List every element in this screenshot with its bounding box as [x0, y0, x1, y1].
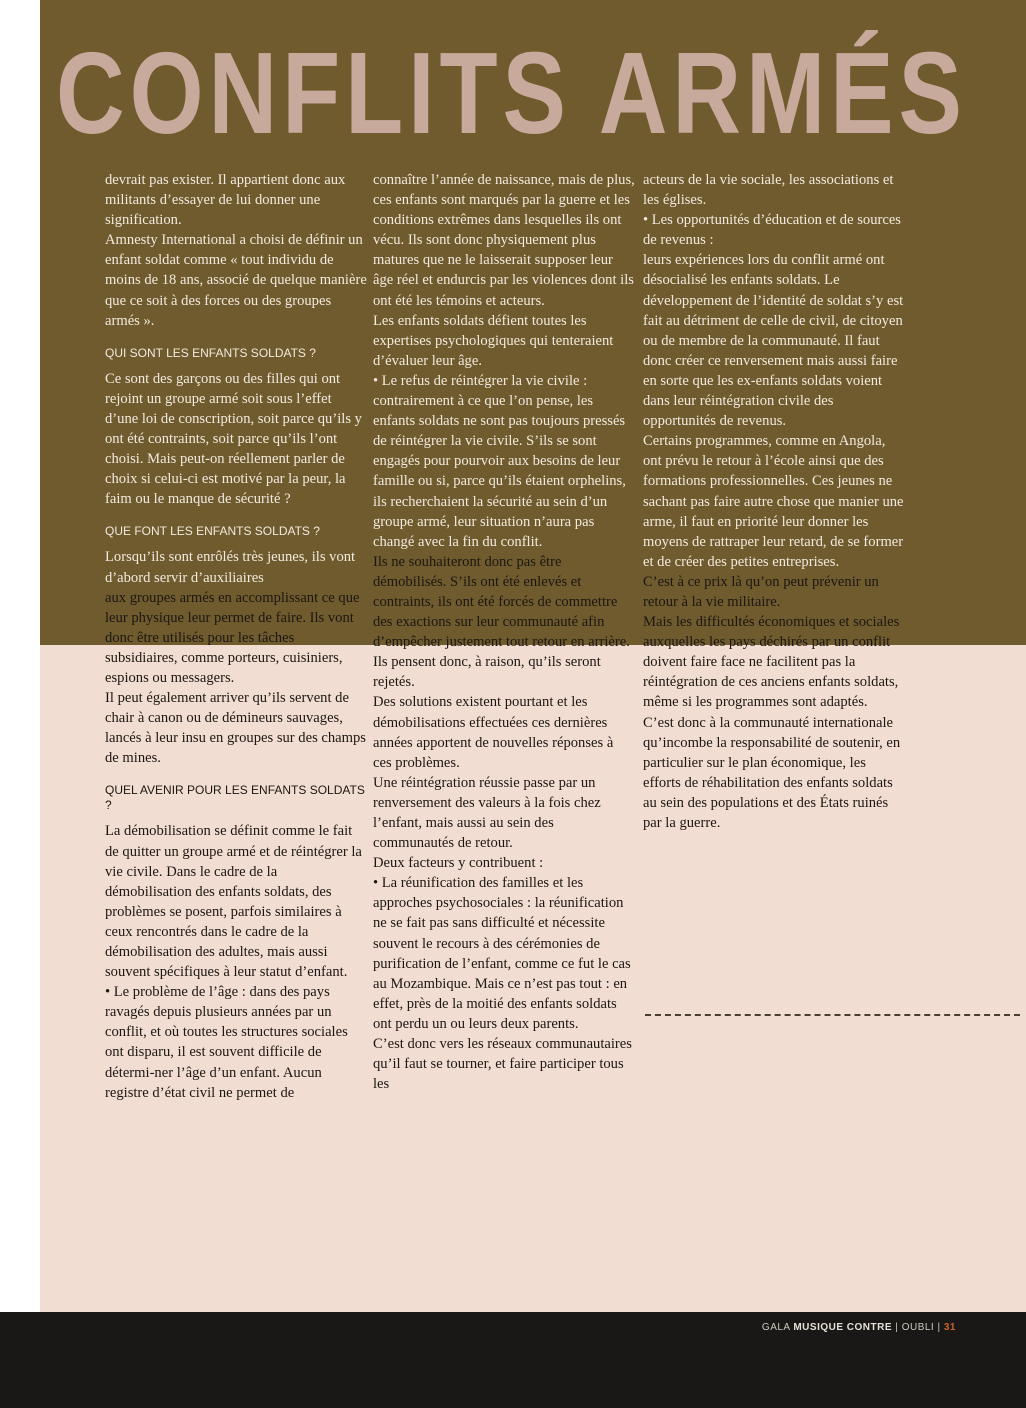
paragraph: aux groupes armés en accomplissant ce que leur physique leur permet de faire. Ils vont donc être utilisés pour les tâches subsidiaires, comme porteurs, cuisiniers, espions ou messagers.: [105, 589, 360, 686]
section-heading: QUEL AVENIR POUR LES ENFANTS SOLDATS ?: [105, 783, 365, 813]
article-column-3: [643, 170, 905, 833]
paragraph: C’est donc à la communauté internationale qu’incombe la responsabilité de soutenir, en particulier sur le plan économique, les efforts de réhabilitation des enfants soldats au sein des populations et des États ruinés par la guerre.: [643, 714, 901, 831]
paragraph: Ils pensent donc, à raison, qu’ils seront rejetés.: [373, 654, 601, 691]
folio-separator: |: [895, 1322, 899, 1333]
section-heading: QUI SONT LES ENFANTS SOLDATS ?: [105, 345, 316, 360]
paragraph: Amnesty International a choisi de définir un enfant soldat comme « tout individu de moins de 18 ans, associé de quelque manière que ce soit à des forces ou des groupes armés ».: [105, 232, 367, 329]
article-column-1: [105, 170, 367, 1103]
folio: [762, 1322, 956, 1333]
paragraph: Des solutions existent pourtant et les démobilisations effectuées ces dernières années apportent de nouvelles réponses à ces problèmes.: [373, 694, 614, 771]
page-number: 31: [943, 1322, 956, 1333]
paragraph: Deux facteurs y contribuent :: [373, 855, 544, 872]
folio-title: MUSIQUE CONTRE: [793, 1322, 893, 1333]
paragraph: Une réintégration réussie passe par un renversement des valeurs à la fois chez l’enfant, mais aussi au sein des communautés de retour.: [373, 774, 601, 852]
dashed-divider: [645, 1014, 1020, 1016]
page-title: CONFLITS ARMÉS: [56, 28, 967, 158]
paragraph: devrait pas exister. Il appartient donc aux militants d’essayer de lui donner une signification.: [105, 172, 346, 229]
folio-brand: GALA: [761, 1322, 791, 1333]
paragraph: connaître l’année de naissance, mais de plus, ces enfants sont marqués par la guerre et les conditions extrêmes dans lesquelles ils ont vécu. Ils sont donc physiquement plus matures que ne le laisserait supposer leur âge réel et endurcis par les violences dont ils ont été les témoins et acteurs.: [373, 172, 635, 309]
paragraph: Ils ne souhaiteront donc pas être démobilisés. S’ils ont été enlevés et contraints, ils ont été forcés de commettre des exactions sur leur communauté afin d’empêcher justement tout retour en arrière.: [373, 553, 630, 651]
paragraph: Lorsqu’ils sont enrôlés très jeunes, ils vont d’abord servir d’auxiliaires: [105, 549, 356, 586]
paragraph: Certains programmes, comme en Angola, ont prévu le retour à l’école ainsi que des formations professionnelles. Ces jeunes ne sachant pas faire autre chose que manier une arme, il faut en priorité leur donner les moyens de rattraper leur retard, de se former et de créer des petites entreprises.: [643, 433, 904, 570]
paragraph: C’est donc vers les réseaux communautaires qu’il faut se tourner, et faire participer tous les: [373, 1036, 632, 1093]
paragraph: • Le refus de réintégrer la vie civile : contrairement à ce que l’on pense, les enfants soldats ne sont pas toujours pressés de réintégrer la vie civile. S’ils se sont engagés pour pourvoir aux besoins de leur famille ou si, parce qu’ils étaient orphelins, ils recherchaient la sécurité au sein d’un groupe armé, leur situation n’aura pas changé avec la fin du conflit.: [373, 372, 626, 550]
paragraph: • La réunification des familles et les approches psychosociales : la réunification ne se fait pas sans difficulté et nécessite souvent le recours à des cérémonies de purification de l’enfant, comme ce fut le cas au Mozambique. Mais ce n’est pas tout : en effet, près de la moitié des enfants soldats ont perdu un ou leurs deux parents.: [373, 875, 631, 1032]
folio-separator: |: [937, 1322, 941, 1333]
paragraph: acteurs de la vie sociale, les associations et les églises.: [643, 172, 894, 209]
paragraph: Les enfants soldats défient toutes les expertises psychologiques qui tenteraient d’évaluer leur âge.: [373, 312, 614, 369]
section-heading: QUE FONT LES ENFANTS SOLDATS ?: [105, 524, 320, 539]
paragraph: • Les opportunités d’éducation et de sources de revenus :: [643, 212, 901, 249]
paragraph: Il peut également arriver qu’ils servent de chair à canon ou de démineurs sauvages, lancés à leur insu en groupes sur des champs de mines.: [105, 690, 366, 767]
paragraph: leurs expériences lors du conflit armé ont désocialisé les enfants soldats. Le développement de l’identité de soldat s’y est fait au détriment de celle de civil, de citoyen ou de membre de la communauté. Il faut donc créer ce renversement mais aussi faire en sorte que les ex-enfants soldats voient dans leur réintégration civile des opportunités de revenus.: [643, 252, 904, 430]
folio-word: OUBLI: [901, 1322, 935, 1333]
paragraph: Ce sont des garçons ou des filles qui ont rejoint un groupe armé soit sous l’effet d’une loi de conscription, soit parce qu’ils y ont été contraints, soit parce qu’ils l’ont choisi. Mais peut-on réellement parler de choix si celui-ci est motivé par la peur, la faim ou le manque de sécurité ?: [105, 370, 362, 508]
paragraph: La démobilisation se définit comme le fait de quitter un groupe armé et de réintégrer la vie civile. Dans le cadre de la démobilisation des enfants soldats, des problèmes se posent, parfois similaires à ceux rencontrés dans le cadre de la démobilisation des adultes, mais aussi souvent spécifiques à leur statut d’enfant.: [105, 823, 362, 981]
paragraph: • Le problème de l’âge : dans des pays ravagés depuis plusieurs années par un conflit, et où toutes les structures sociales ont disparu, il est souvent difficile de détermi-ner l’âge d’un enfant. Aucun registre d’état civil ne permet de: [105, 984, 348, 1101]
paragraph: C’est à ce prix là qu’on peut prévenir un retour à la vie militaire.: [643, 573, 879, 610]
paragraph: Mais les difficultés économiques et sociales auxquelles les pays déchirés par un conflit doivent faire face ne facilitent pas la réintégration de ces anciens enfants soldats, même si les programmes sont adaptés.: [643, 614, 900, 711]
article-column-2: [373, 170, 635, 1094]
